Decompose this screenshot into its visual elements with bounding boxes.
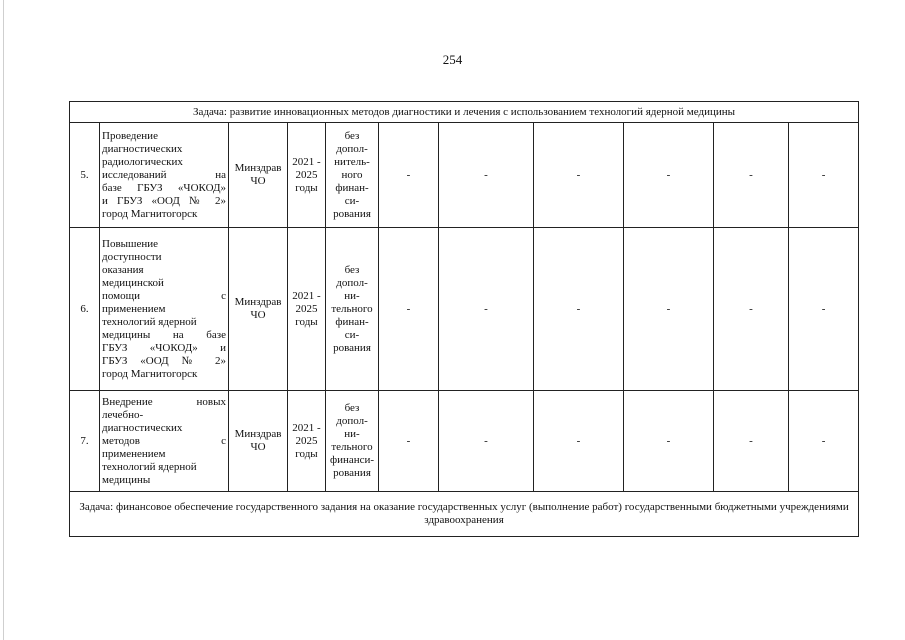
- row-number: 7.: [70, 391, 100, 492]
- measure-name-line: технологий ядерной: [102, 315, 197, 328]
- financing-source: [326, 228, 379, 391]
- financing-line: рования: [333, 467, 371, 479]
- financing-line: финан-: [335, 181, 369, 194]
- measure-name-line: ГБУЗ «ООД № 2»: [102, 354, 226, 367]
- value-cell: -: [714, 391, 789, 492]
- measure-row: [70, 228, 859, 391]
- measure-name-line: Внедрение новых: [102, 395, 226, 408]
- measure-name-line: технологий ядерной: [102, 460, 197, 473]
- value-cell: -: [714, 228, 789, 391]
- row-number: 6.: [70, 228, 100, 391]
- executor: Минздрав ЧО: [229, 228, 288, 391]
- measure-name: [100, 228, 229, 391]
- value-cell: -: [379, 391, 439, 492]
- financing-line: тельного: [331, 302, 373, 315]
- measure-name-line: диагностических: [102, 142, 183, 155]
- measure-name-line: применением: [102, 447, 166, 460]
- measure-name-line: радиологических: [102, 155, 183, 168]
- financing-line: ного: [341, 168, 363, 181]
- financing-line: допол-: [336, 415, 368, 427]
- value-cell: -: [714, 123, 789, 228]
- financing-line: рования: [333, 207, 371, 220]
- measure-name-line: диагностических: [102, 421, 183, 434]
- measure-name-line: медицины: [102, 473, 151, 486]
- financing-line: рования: [333, 341, 371, 354]
- measure-row: [70, 123, 859, 228]
- task-heading: Задача: развитие инновационных методов диагностики и лечения с использованием технологий ядерной медицины: [70, 102, 859, 123]
- period: 2021 - 2025 годы: [288, 228, 326, 391]
- measure-name-line: медицинской: [102, 276, 164, 289]
- measure-name: [100, 123, 229, 228]
- measure-name-line: ГБУЗ «ЧОКОД» и: [102, 341, 226, 354]
- financing-line: ни-: [344, 289, 360, 302]
- measure-name-line: Проведение: [102, 129, 158, 142]
- value-cell: -: [534, 123, 624, 228]
- task-row: [70, 492, 859, 537]
- executor: Минздрав ЧО: [229, 391, 288, 492]
- measure-name-line: доступности: [102, 250, 162, 263]
- measure-name-line: помощи с: [102, 289, 226, 302]
- value-cell: -: [534, 391, 624, 492]
- value-cell: -: [624, 123, 714, 228]
- row-number: 5.: [70, 123, 100, 228]
- value-cell: -: [439, 391, 534, 492]
- page-number: 254: [442, 52, 463, 67]
- financing-line: си-: [344, 328, 360, 341]
- value-cell: -: [789, 391, 859, 492]
- measure-name-line: исследований на: [102, 168, 226, 181]
- measure-name-line: методов с: [102, 434, 226, 447]
- period: 2021 - 2025 годы: [288, 123, 326, 228]
- measure-name-line: базе ГБУЗ «ЧОКОД»: [102, 181, 226, 194]
- period: 2021 - 2025 годы: [288, 391, 326, 492]
- measure-name-line: медицины на базе: [102, 328, 226, 341]
- financing-line: финанси-: [329, 454, 375, 466]
- scan-edge-line: [3, 0, 4, 640]
- measures-table: [69, 101, 859, 537]
- measure-name: [100, 391, 229, 492]
- financing-line: допол-: [336, 276, 368, 289]
- value-cell: -: [624, 391, 714, 492]
- financing-source: [326, 391, 379, 492]
- financing-line: без: [344, 263, 360, 276]
- measure-name-line: оказания: [102, 263, 144, 276]
- value-cell: -: [624, 228, 714, 391]
- financing-line: без: [344, 129, 360, 142]
- measure-name-line: лечебно-: [102, 408, 144, 421]
- task-heading: Задача: финансовое обеспечение государственного задания на оказание государственных услуг (выполнение работ) государственными бюджетными учреждениями здравоохранения: [70, 492, 859, 537]
- value-cell: -: [789, 123, 859, 228]
- financing-line: ни-: [344, 428, 360, 440]
- measure-name-line: город Магнитогорск: [102, 367, 198, 380]
- financing-line: без: [344, 402, 360, 414]
- measure-name-line: и ГБУЗ «ООД № 2»: [102, 194, 226, 207]
- financing-line: финан-: [335, 315, 369, 328]
- task-row: [70, 102, 859, 123]
- value-cell: -: [379, 123, 439, 228]
- executor: Минздрав ЧО: [229, 123, 288, 228]
- value-cell: -: [534, 228, 624, 391]
- financing-line: тельного: [331, 441, 373, 453]
- financing-line: допол-: [336, 142, 368, 155]
- value-cell: -: [789, 228, 859, 391]
- measure-name-line: город Магнитогорск: [102, 207, 198, 220]
- measure-row: [70, 391, 859, 492]
- measure-name-line: Повышение: [102, 237, 159, 250]
- measure-name-line: применением: [102, 302, 166, 315]
- value-cell: -: [439, 228, 534, 391]
- financing-line: си-: [344, 194, 360, 207]
- financing-source: [326, 123, 379, 228]
- value-cell: -: [439, 123, 534, 228]
- value-cell: -: [379, 228, 439, 391]
- financing-line: нитель-: [334, 155, 370, 168]
